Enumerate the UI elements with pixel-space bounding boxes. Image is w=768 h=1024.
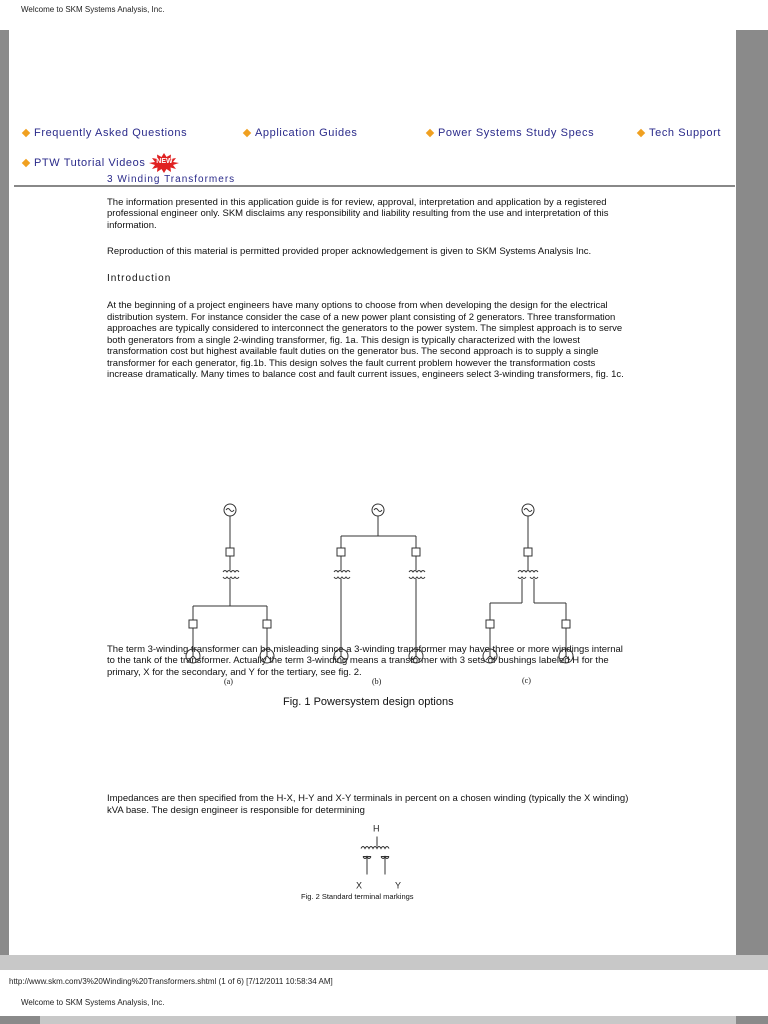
introduction-paragraph: At the beginning of a project engineers have many options to choose from when developing the design for the electrical distribution system. For instance consider the case of a new power plant consisting of 2 generators. Three transformation approaches are typically considered to interconnect the generators to the power system. The simplest approach is to serve both generators from a single 2-winding transformer, fig. 1a. This design is typically characterized with the lowest transformation cost but highest available fault duties on the generator bus. The second approach is to supply a single transformer for each generator, fig.1b. This design solves the fault current problem however the transformation costs increase dramatically. Many times to balance cost and fault current issues, engineers select 3-winding transformers, fig. 1c. [107, 300, 624, 380]
nav-item-study-specs[interactable] [427, 127, 594, 139]
new-badge-text: NEW [156, 158, 173, 165]
figure-1-c-right [540, 468, 580, 693]
next-page-border [0, 1016, 768, 1024]
nav-item-tutorial-videos[interactable] [23, 153, 179, 173]
figure-2-label-y: Y [395, 880, 402, 891]
reproduction-paragraph: Reproduction of this material is permitted provided proper acknowledgement is given to SKM Systems Analysis Inc. [107, 246, 592, 257]
page-border-right [736, 30, 768, 970]
nav-link-study-specs[interactable]: Power Systems Study Specs [438, 127, 595, 139]
page-border-left [0, 30, 9, 970]
disclaimer-paragraph: The information presented in this application guide is for review, approval, interpretation and application by a registered professional engineer only. SKM disclaims any responsibility and liability resulting from the use and interpretation of this information. [107, 196, 609, 231]
nav-item-application-guides[interactable] [244, 127, 358, 139]
nav-link-tutorial-videos[interactable]: PTW Tutorial Videos [34, 157, 146, 169]
figure-2-label-h: H [373, 823, 380, 834]
nav-link-application-guides[interactable]: Application Guides [255, 127, 358, 139]
figure-1-diagram [160, 468, 540, 686]
figure-2-label-x: X [356, 880, 363, 891]
nav-item-faq[interactable] [23, 127, 187, 139]
figure-1-label-c: (c) [522, 676, 531, 685]
print-footer-url: http://www.skm.com/3%20Winding%20Transformers.shtml (1 of 6) [7/12/2011 10:58:34 AM] [9, 977, 333, 986]
nav-item-tech-support[interactable] [638, 127, 721, 139]
introduction-heading: Introduction [107, 272, 172, 284]
new-badge [149, 153, 179, 173]
impedance-paragraph: Impedances are then specified from the H-X, H-Y and X-Y terminals in percent on a chosen winding (typically the X winding) kVA base. The design engineer is responsible for determining [107, 793, 629, 816]
print-header: Welcome to SKM Systems Analysis, Inc. [21, 5, 165, 14]
page-title: 3 Winding Transformers [107, 174, 236, 185]
nav-link-tech-support[interactable]: Tech Support [649, 127, 722, 139]
nav-link-faq[interactable]: Frequently Asked Questions [34, 127, 188, 139]
bullet-icon [22, 129, 30, 137]
figure-2-caption: Fig. 2 Standard terminal markings [301, 892, 414, 901]
figure-2-diagram [325, 810, 425, 905]
page-border-bottom [0, 955, 768, 970]
term-paragraph: The term 3-winding transformer can be misleading since a 3-winding transformer may have three or more windings internal to the tank of the transformer. Actually the term 3-winding means a transformer with 3 sets of bushings labeled H for the primary, X for the secondary, and Y for the tertiary, see fig. 2. [107, 643, 623, 678]
figure-1-caption: Fig. 1 Powersystem design options [283, 696, 454, 708]
bullet-icon [243, 129, 251, 137]
bullet-icon [22, 159, 30, 167]
bullet-icon [426, 129, 434, 137]
bullet-icon [637, 129, 645, 137]
figure-1-label-b: (b) [372, 677, 382, 686]
print-header-next-page: Welcome to SKM Systems Analysis, Inc. [21, 998, 165, 1007]
figure-1-label-a: (a) [224, 677, 233, 686]
